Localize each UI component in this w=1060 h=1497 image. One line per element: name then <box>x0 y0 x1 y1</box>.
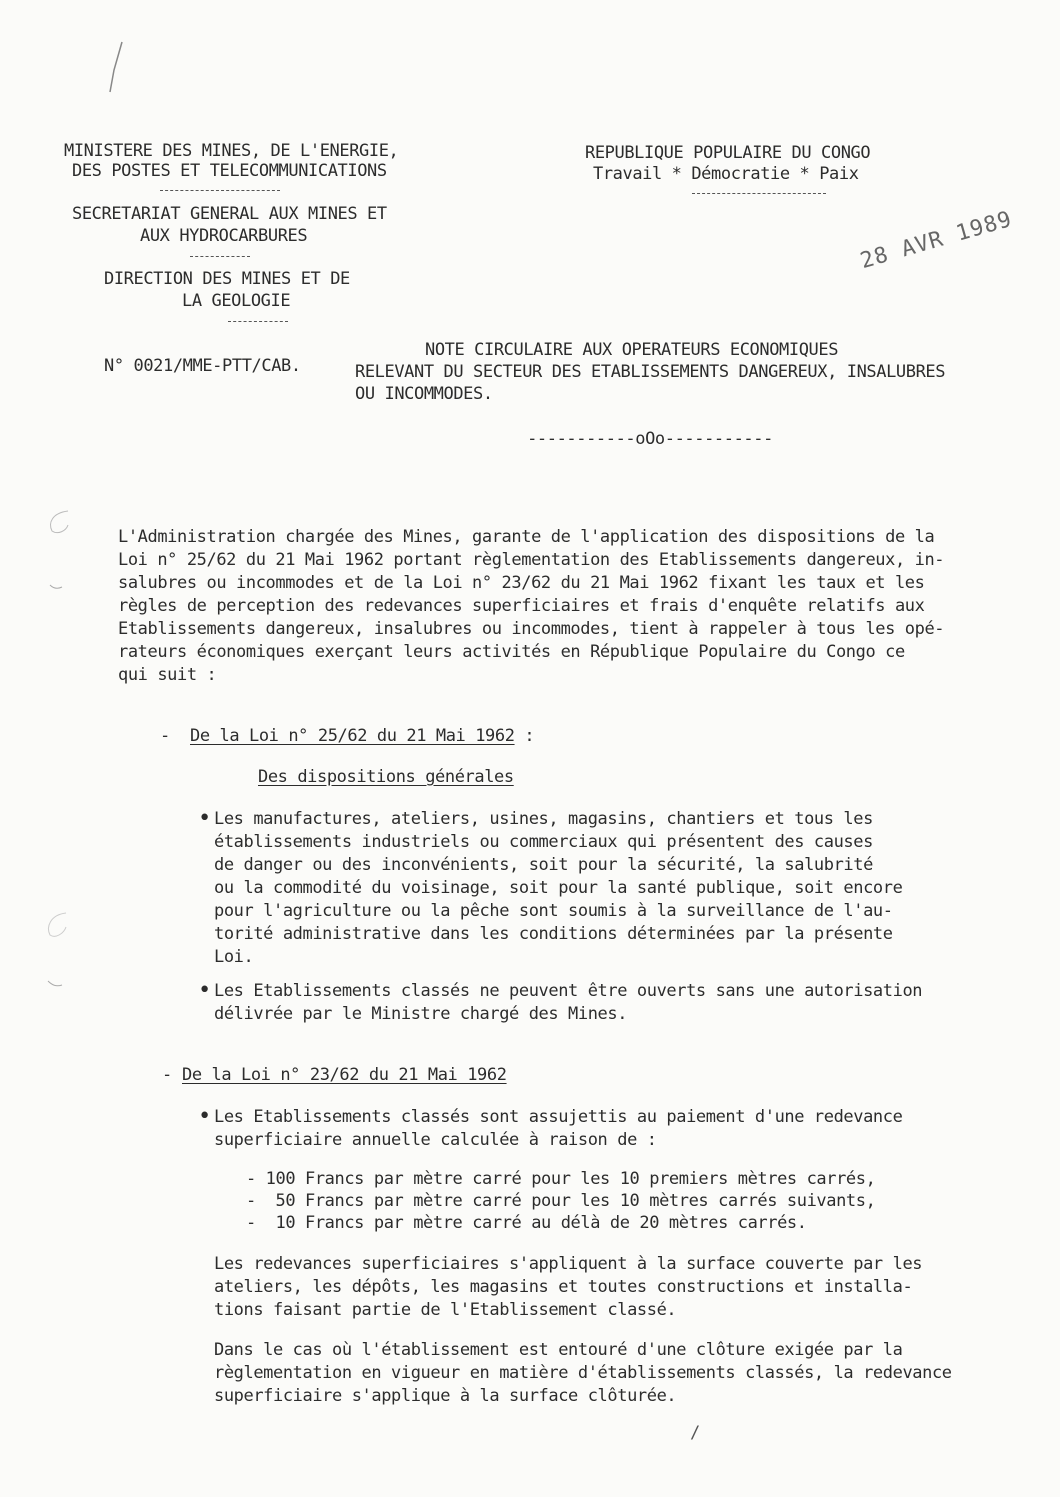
intro-line-3: salubres ou incommodes et de la Loi n° 23/62 du 21 Mai 1962 fixant les taux et les <box>118 573 925 593</box>
s1-bullet2-line-1: Les Etablissements classés ne peuvent être ouverts sans une autorisation <box>214 981 923 1001</box>
intro-line-6: rateurs économiques exerçant leurs activités en République Populaire du Congo ce <box>118 642 905 662</box>
bullet-point: • <box>198 806 212 831</box>
date-stamp: 28 AVR 1989 <box>857 206 1016 275</box>
s1-bullet1-line-1: Les manufactures, ateliers, usines, magasins, chantiers et tous les <box>214 809 873 829</box>
intro-line-7: qui suit : <box>118 665 217 685</box>
binder-hole-mark <box>42 505 72 599</box>
intro-line-4: règles de perception des redevances superficiaires et frais d'enquête relatifs aux <box>118 596 925 616</box>
separator: -----------oOo----------- <box>527 429 773 449</box>
punch-hole-icon <box>40 905 70 995</box>
binder-hole-mark <box>40 905 70 999</box>
s1-bullet1-line-4: ou la commodité du voisinage, soit pour la santé publique, soit encore <box>214 878 903 898</box>
country-name: REPUBLIQUE POPULAIRE DU CONGO <box>585 143 871 163</box>
divider <box>160 190 280 191</box>
s1-bullet1-line-5: pour l'agriculture ou la pêche sont soumis à la surveillance de l'au- <box>214 901 893 921</box>
intro-line-1: L'Administration chargée des Mines, garante de l'application des dispositions de la <box>118 527 935 547</box>
reference-number: N° 0021/MME-PTT/CAB. <box>104 356 301 376</box>
divider <box>692 193 826 194</box>
s2-bullet1-line-2: superficiaire annuelle calculée à raison de : <box>214 1130 657 1150</box>
section-1-subheading: Des dispositions générales <box>258 767 514 787</box>
section-1-heading-text: De la Loi n° 25/62 du 21 Mai 1962 <box>190 726 515 746</box>
section-1-dash: - <box>160 726 170 746</box>
country-motto: Travail * Démocratie * Paix <box>593 164 859 184</box>
s1-bullet1-line-7: Loi. <box>214 947 254 967</box>
secretariat-line-2: AUX HYDROCARBURES <box>140 226 308 246</box>
direction-line-2: LA GEOLOGIE <box>182 291 291 311</box>
punch-hole-icon <box>42 505 72 595</box>
s2-para2-line-1: Dans le cas où l'établissement est entouré d'une clôture exigée par la <box>214 1340 903 1360</box>
amount-line-3: - 10 Francs par mètre carré au délà de 20 mètres carrés. <box>246 1213 807 1233</box>
s1-bullet1-line-6: torité administrative dans les conditions déterminées par la présente <box>214 924 893 944</box>
pen-stroke-icon <box>100 40 130 100</box>
s2-para2-line-2: règlementation en vigueur en matière d'établissements classés, la redevance <box>214 1363 952 1383</box>
s2-bullet1-line-1: Les Etablissements classés sont assujettis au paiement d'une redevance <box>214 1107 903 1127</box>
bullet-point: • <box>198 1104 212 1129</box>
s1-bullet1-line-3: de danger ou des inconvénients, soit pour la sécurité, la salubrité <box>214 855 873 875</box>
direction-line-1: DIRECTION DES MINES ET DE <box>104 269 350 289</box>
divider <box>190 256 250 257</box>
section-2-heading: De la Loi n° 23/62 du 21 Mai 1962 <box>182 1065 507 1085</box>
s2-para1-line-1: Les redevances superficiaires s'appliquent à la surface couverte par les <box>214 1254 923 1274</box>
section-1-heading <box>190 725 534 747</box>
ministry-line-1: MINISTERE DES MINES, DE L'ENERGIE, <box>64 141 399 161</box>
section-1-heading-suffix: : <box>514 726 535 746</box>
intro-line-5: Etablissements dangereux, insalubres ou incommodes, tient à rappeler à tous les opé- <box>118 619 945 639</box>
s2-para1-line-3: tions faisant partie de l'Etablissement classé. <box>214 1300 677 1320</box>
subject-line-3: OU INCOMMODES. <box>355 384 493 404</box>
s1-bullet2-line-2: délivrée par le Ministre chargé des Mines. <box>214 1004 628 1024</box>
handwritten-mark <box>100 40 130 100</box>
ministry-line-2: DES POSTES ET TELECOMMUNICATIONS <box>72 161 387 181</box>
subject-line-2: RELEVANT DU SECTEUR DES ETABLISSEMENTS DANGEREUX, INSALUBRES <box>355 362 946 382</box>
subject-line-1: NOTE CIRCULAIRE AUX OPERATEURS ECONOMIQUES <box>425 340 839 360</box>
s1-bullet1-line-2: établissements industriels ou commerciaux qui présentent des causes <box>214 832 873 852</box>
divider <box>228 321 288 322</box>
footer-mark: / <box>690 1423 700 1443</box>
intro-line-2: Loi n° 25/62 du 21 Mai 1962 portant règlementation des Etablissements dangereux, in- <box>118 550 945 570</box>
secretariat-line-1: SECRETARIAT GENERAL AUX MINES ET <box>72 204 387 224</box>
bullet-point: • <box>198 978 212 1003</box>
amount-line-1: - 100 Francs par mètre carré pour les 10 premiers mètres carrés, <box>246 1169 876 1189</box>
amount-line-2: - 50 Francs par mètre carré pour les 10 mètres carrés suivants, <box>246 1191 876 1211</box>
section-2-dash: - <box>162 1065 172 1085</box>
s2-para1-line-2: ateliers, les dépôts, les magasins et toutes constructions et installa- <box>214 1277 913 1297</box>
s2-para2-line-3: superficiaire s'applique à la surface clôturée. <box>214 1386 677 1406</box>
